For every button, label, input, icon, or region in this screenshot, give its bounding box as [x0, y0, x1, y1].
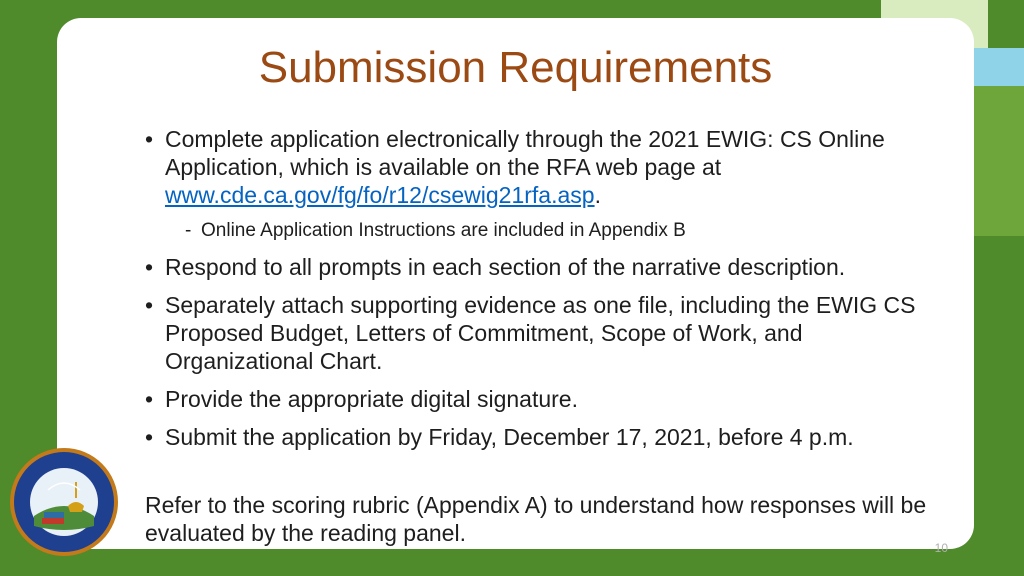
slide-title: Submission Requirements [258, 43, 773, 92]
bullet-item [145, 125, 945, 209]
bullet-text: Submit the application by Friday, December 17, 2021, before 4 p.m. [165, 424, 854, 450]
bullet-item [145, 423, 945, 451]
bullet-text: Separately attach supporting evidence as one file, including the EWIG CS Proposed Budget, Letters of Commitment, Scope of Work, and Organizational Chart. [165, 292, 916, 374]
bullet-marker: • [145, 292, 154, 318]
bullet-text-end: . [594, 182, 601, 208]
bullet-text: Complete application electronically through the 2021 EWIG: CS Online Application, which is available on the RFA web page at [165, 126, 885, 180]
sub-bullet-text: Online Application Instructions are included in Appendix B [201, 220, 686, 241]
bullet-marker: • [145, 126, 154, 152]
bullet-marker: • [145, 254, 154, 280]
bullet-text: Respond to all prompts in each section of the narrative description. [165, 254, 846, 280]
cde-seal-logo [8, 446, 120, 558]
bullet-list [145, 125, 945, 461]
sub-bullet-item [145, 219, 945, 243]
bullet-item [145, 253, 945, 281]
slide-panel [57, 18, 974, 555]
bullet-text: Provide the appropriate digital signature. [165, 386, 578, 412]
bullet-item [145, 291, 945, 375]
bullet-marker: • [145, 424, 154, 450]
bullet-item [145, 385, 945, 413]
scoring-note: Refer to the scoring rubric (Appendix A) to understand how responses will be evaluated by the reading panel. [145, 492, 927, 546]
page-number: 10 [934, 541, 948, 555]
bullet-marker: • [145, 386, 154, 412]
rfa-link[interactable]: www.cde.ca.gov/fg/fo/r12/csewig21rfa.asp [165, 182, 595, 208]
sub-bullet-marker: - [185, 220, 192, 241]
